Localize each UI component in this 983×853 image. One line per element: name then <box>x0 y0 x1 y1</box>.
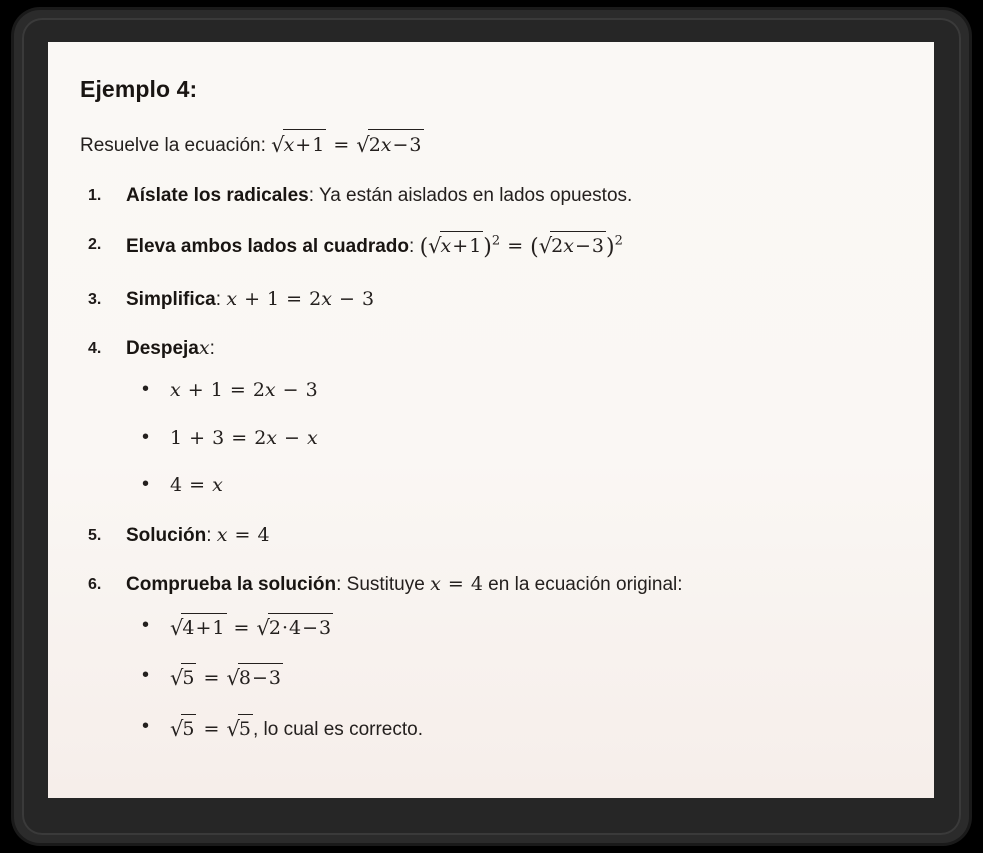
list-item: • 1 + 3 = 2x − x <box>126 425 894 453</box>
step-6-math-inline: x = 4 <box>430 573 483 596</box>
step-4 <box>80 335 894 499</box>
step-4-variable: x <box>198 337 210 360</box>
step-1-text: Ya están aislados en lados opuestos. <box>318 184 633 206</box>
list-item: • √5 = √8−3 <box>126 663 894 693</box>
step-6-sublist <box>126 613 894 744</box>
radical-left <box>271 129 326 162</box>
step-4-separator: : <box>209 338 215 360</box>
step-6 <box>80 571 894 744</box>
step-6-text-before: Sustituye <box>346 574 431 596</box>
device-frame <box>14 10 969 843</box>
step-1-separator: : <box>308 184 319 206</box>
document-page <box>48 42 934 798</box>
document-content <box>48 42 934 786</box>
problem-statement-text: Resuelve la ecuación: <box>80 135 272 156</box>
page-title: Ejemplo 4: <box>80 76 198 102</box>
list-item: • x + 1 = 2x − 3 <box>126 377 894 405</box>
steps-list <box>80 182 894 745</box>
step-3-separator: : <box>215 288 227 310</box>
step-2-label: Eleva ambos lados al cuadrado <box>126 236 409 258</box>
step-2-math: $(√x+1)^2 = (√2x-3)^2$ <box>420 236 623 257</box>
step-1-label: Aíslate los radicales <box>126 184 309 206</box>
step-3-label: Simplifica <box>126 288 216 310</box>
step-5-separator: : <box>206 524 217 546</box>
radical-right <box>356 129 423 162</box>
step-1 <box>80 182 894 210</box>
step-2 <box>80 231 894 264</box>
step-5-label: Solución <box>126 524 207 546</box>
step-5-math: x = 4 <box>216 523 270 546</box>
radicand-left: x+1 <box>283 129 327 161</box>
step-4-label: Despeja <box>126 338 199 360</box>
step-6-separator: : <box>336 574 347 596</box>
radical-sign-icon: √ <box>271 133 285 157</box>
list-item: • 4 = x <box>126 472 894 500</box>
equals-sign: = <box>327 134 356 156</box>
step-3-math: x + 1 = 2x − 3 <box>226 287 375 310</box>
step-5 <box>80 522 894 550</box>
step-6-label: Comprueba la solución <box>126 574 337 596</box>
radical-sign-icon: √ <box>356 133 370 157</box>
list-item: • √5 = √5 , lo cual es correcto. <box>126 714 894 744</box>
step-6-sublist-tail: , lo cual es correcto. <box>252 718 423 740</box>
step-3 <box>80 286 894 314</box>
step-6-text-after: en la ecuación original: <box>482 574 683 596</box>
list-item: • √4+1 = √2·4−3 <box>126 613 894 643</box>
step-4-sublist <box>126 377 894 500</box>
step-2-separator: : <box>409 236 420 258</box>
radicand-right: 2x−3 <box>368 129 424 161</box>
problem-statement <box>80 129 894 162</box>
